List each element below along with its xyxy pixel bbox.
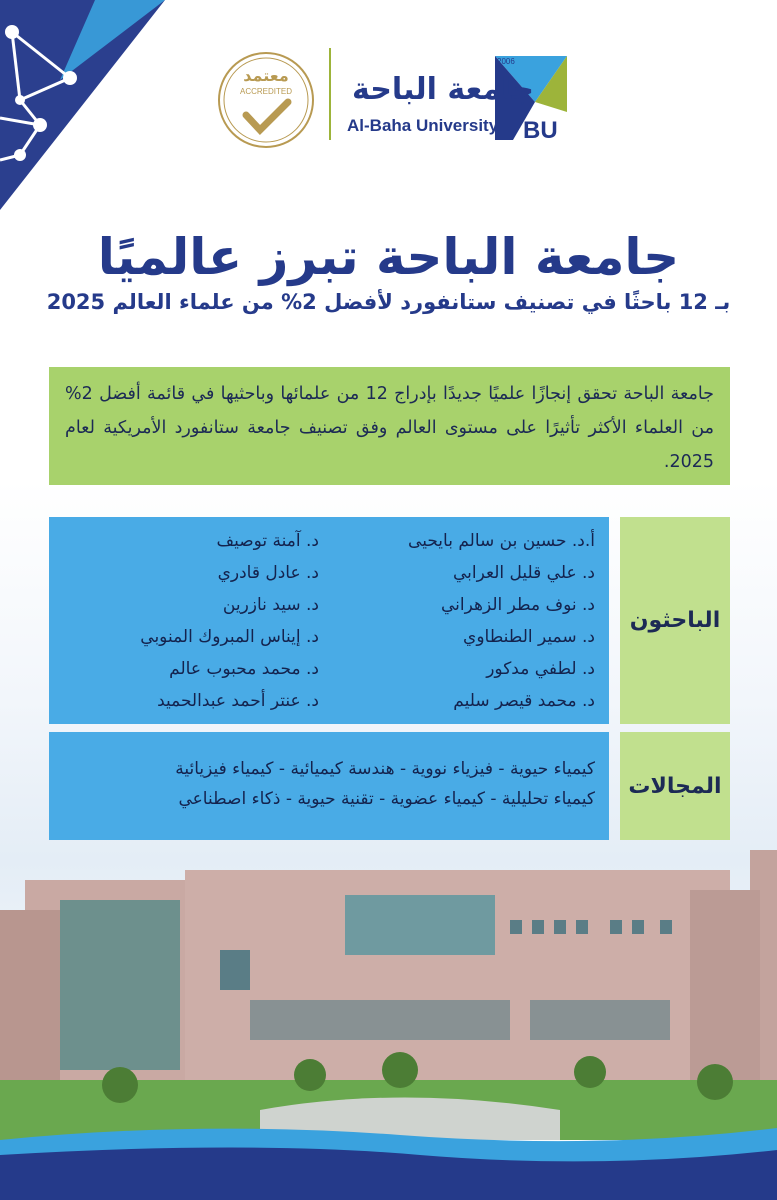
network-corner-decoration xyxy=(0,0,165,210)
bu-abbr: BU xyxy=(523,117,558,144)
researcher-name: د. آمنة توصيف xyxy=(216,531,319,551)
researcher-name: د. إيناس المبروك المنوبي xyxy=(140,627,319,647)
fields-label: المجالات xyxy=(620,732,730,840)
researcher-name: د. نوف مطر الزهراني xyxy=(440,595,595,615)
university-logo xyxy=(342,52,567,144)
campus-building-image xyxy=(0,850,777,1200)
researchers-label: الباحثون xyxy=(620,517,730,724)
university-name-en: Al-Baha University xyxy=(347,116,499,135)
researcher-name: د. عنتر أحمد عبدالحميد xyxy=(157,691,319,711)
researchers-panel xyxy=(49,517,609,724)
accreditation-text-en: ACCREDITED xyxy=(239,87,292,96)
fields-line-2: كيمياء تحليلية - كيمياء عضوية - تقنية حيوية - ذكاء اصطناعي xyxy=(178,789,595,809)
bu-year: 2006 xyxy=(497,57,515,66)
fields-line-1: كيمياء حيوية - فيزياء نووية - هندسة كيميائية - كيمياء فيزيائية xyxy=(175,759,595,779)
researcher-name: د. سيد نازرين xyxy=(222,595,319,615)
researcher-name: أ.د. حسين بن سالم بايحيى xyxy=(408,531,595,551)
researcher-name: د. محمد قيصر سليم xyxy=(453,691,595,711)
researcher-name: د. لطفي مدكور xyxy=(486,659,595,679)
accreditation-seal xyxy=(216,50,316,150)
researcher-name: د. عادل قادري xyxy=(217,563,319,583)
researcher-name: د. سمير الطنطاوي xyxy=(463,627,595,647)
accreditation-check-icon xyxy=(216,50,316,150)
researcher-name: د. علي قليل العرابي xyxy=(453,563,595,583)
page-title: جامعة الباحة تبرز عالميًا xyxy=(97,228,680,286)
researchers-column-left xyxy=(59,525,319,717)
researcher-name: د. محمد محبوب عالم xyxy=(169,659,319,679)
intro-text: جامعة الباحة تحقق إنجازًا علميًا جديدًا بإدراج 12 من علمائها وباحثيها في قائمة أفضل 2% من العلماء الأكثر تأثيرًا على مستوى العالم وفق تصنيف جامعة ستانفورد الأمريكية لعام 2025. xyxy=(65,384,714,472)
logo-divider xyxy=(329,48,331,140)
researchers-column-right xyxy=(335,525,595,717)
fields-panel xyxy=(49,732,609,840)
university-name-ar: جامعة الباحة xyxy=(352,72,534,107)
page-subtitle: بـ 12 باحثًا في تصنيف ستانفورد لأفضل 2% من علماء العالم 2025 xyxy=(46,290,731,314)
intro-box xyxy=(49,367,730,485)
accreditation-text-ar: معتمد xyxy=(243,66,289,85)
